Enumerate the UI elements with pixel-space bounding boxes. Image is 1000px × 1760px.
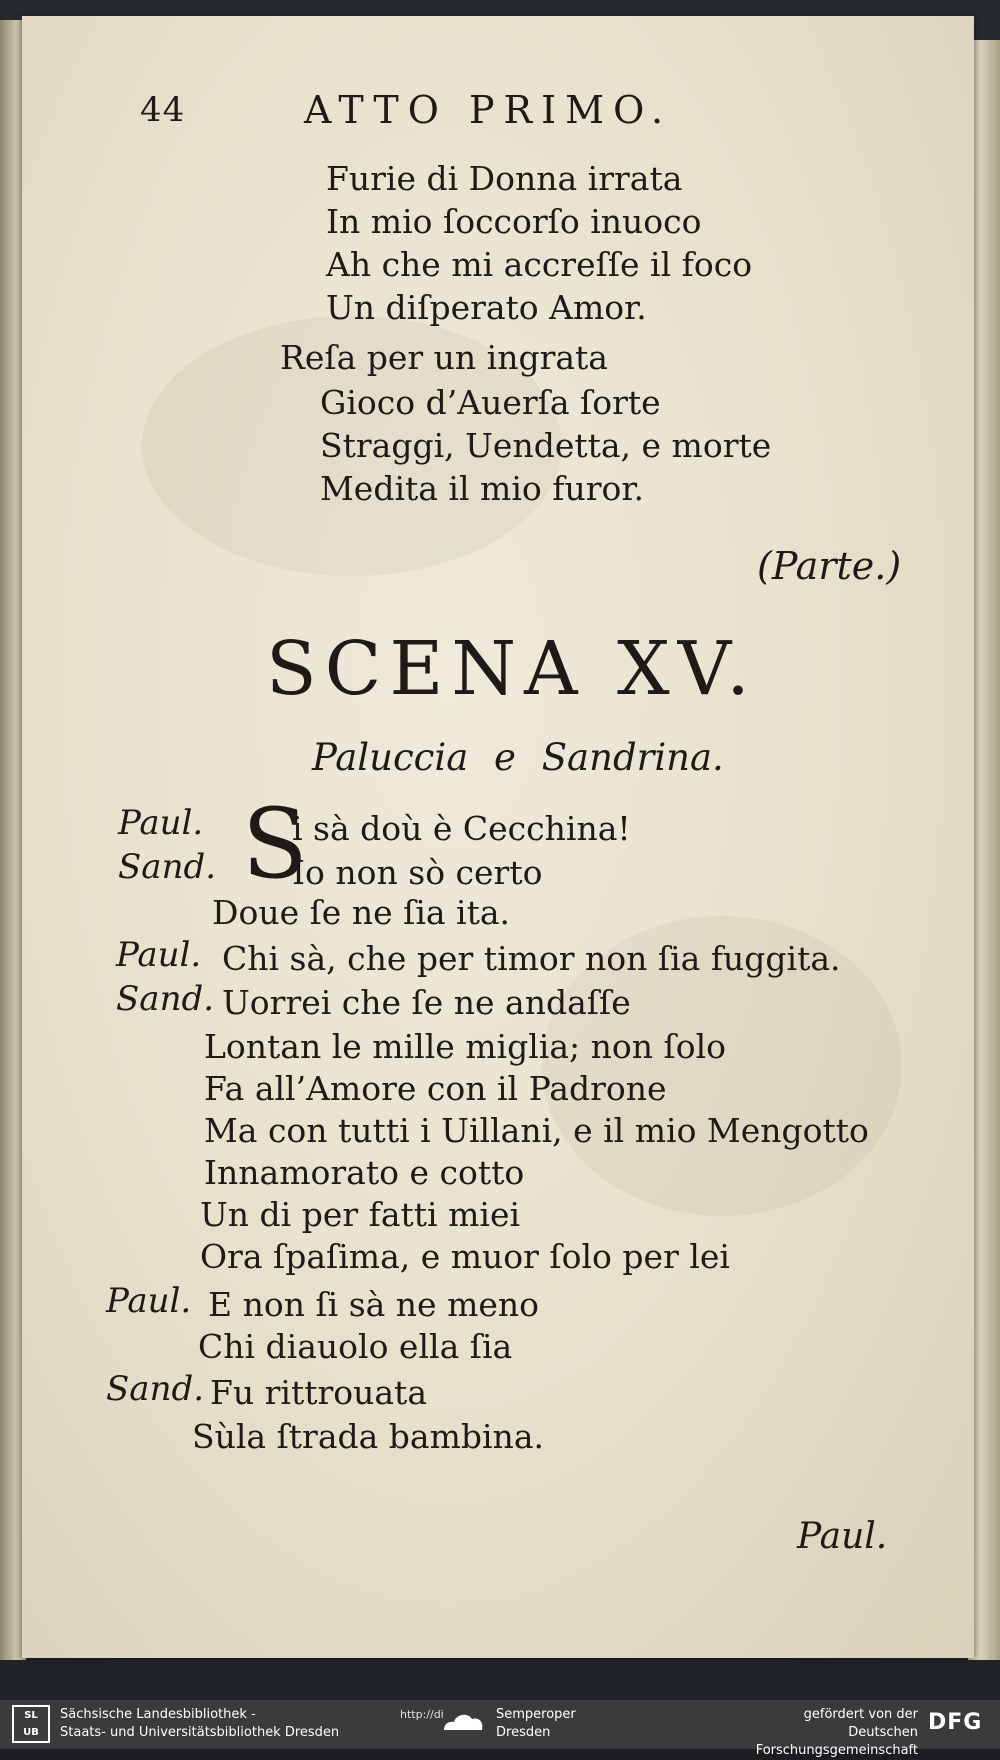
- speaker-label: Paul.: [106, 1281, 192, 1321]
- dialogue-line: Ma con tutti i Uillani, e il mio Mengotto: [204, 1111, 869, 1150]
- library-name[interactable]: Sächsische Landesbibliothek - Staats- und Universitätsbibliothek Dresden: [60, 1707, 340, 1740]
- verse-line: Furie di Donna irrata: [326, 159, 683, 198]
- verse-line: Gioco d’Auerſa ſorte: [320, 383, 661, 422]
- slub-logo[interactable]: SL UB: [12, 1705, 50, 1743]
- verse-line: Medita il mio furor.: [320, 469, 644, 508]
- stage-direction: (Parte.): [757, 544, 902, 588]
- speaker-label: Sand.: [106, 1369, 205, 1409]
- dialogue-line: Lontan le mille miglia; non ſolo: [204, 1027, 726, 1066]
- dialogue-line: Innamorato e cotto: [204, 1153, 525, 1192]
- dialogue-line: Fa all’Amore con il Padrone: [204, 1069, 667, 1108]
- funding-note: gefördert von der Deutschen Forschungsgemeinschaft: [755, 1707, 918, 1758]
- dialogue-line: Un di per fatti miei: [200, 1195, 521, 1234]
- dialogue-line: Chi diauolo ella ſia: [198, 1327, 513, 1366]
- page-number: 44: [140, 90, 186, 130]
- scene-characters: Paluccia e Sandrina.: [312, 736, 724, 779]
- running-head: ATTO PRIMO.: [304, 88, 673, 132]
- page-header: [22, 88, 974, 138]
- viewer-footer: [0, 1700, 1000, 1758]
- dialogue-line: E non ſi sà ne meno: [208, 1285, 540, 1324]
- dialogue-line: Sùla ſtrada bambina.: [192, 1417, 544, 1456]
- scene-title: SCENA XV.: [266, 626, 758, 712]
- dialogue-line: Uorrei che ſe ne andaſſe: [222, 983, 631, 1022]
- dfg-logo[interactable]: DFG: [928, 1710, 983, 1735]
- partner-name[interactable]: Semperoper Dresden: [496, 1707, 576, 1740]
- semperoper-icon[interactable]: [440, 1708, 486, 1734]
- drop-capital: S: [242, 788, 308, 900]
- dialogue-line: Chi sà, che per timor non ſia fuggita.: [222, 939, 841, 978]
- verse-line: In mio ſoccorſo inuoco: [326, 202, 702, 241]
- speaker-label: Paul.: [118, 803, 204, 843]
- book-page: [22, 16, 974, 1658]
- verse-line: Un diſperato Amor.: [326, 288, 647, 327]
- verse-line: Ah che mi accreſſe il foco: [326, 245, 753, 284]
- catchword: Paul.: [797, 1516, 888, 1557]
- verse-line: Straggi, Uendetta, e morte: [320, 426, 772, 465]
- dialogue-line: Doue ſe ne ſia ita.: [212, 893, 511, 932]
- dialogue-line: Fu rittrouata: [210, 1373, 427, 1412]
- speaker-label: Paul.: [116, 935, 202, 975]
- dialogue-line: i sà doù è Cecchina!: [292, 809, 631, 848]
- dialogue-line: Io non sò certo: [292, 853, 543, 892]
- permalink-url[interactable]: http://di: [400, 1708, 444, 1721]
- speaker-label: Sand.: [118, 847, 217, 887]
- speaker-label: Sand.: [116, 979, 215, 1019]
- verse-line: Reſa per un ingrata: [280, 338, 608, 377]
- dialogue-line: Ora ſpaſima, e muor ſolo per lei: [200, 1237, 730, 1276]
